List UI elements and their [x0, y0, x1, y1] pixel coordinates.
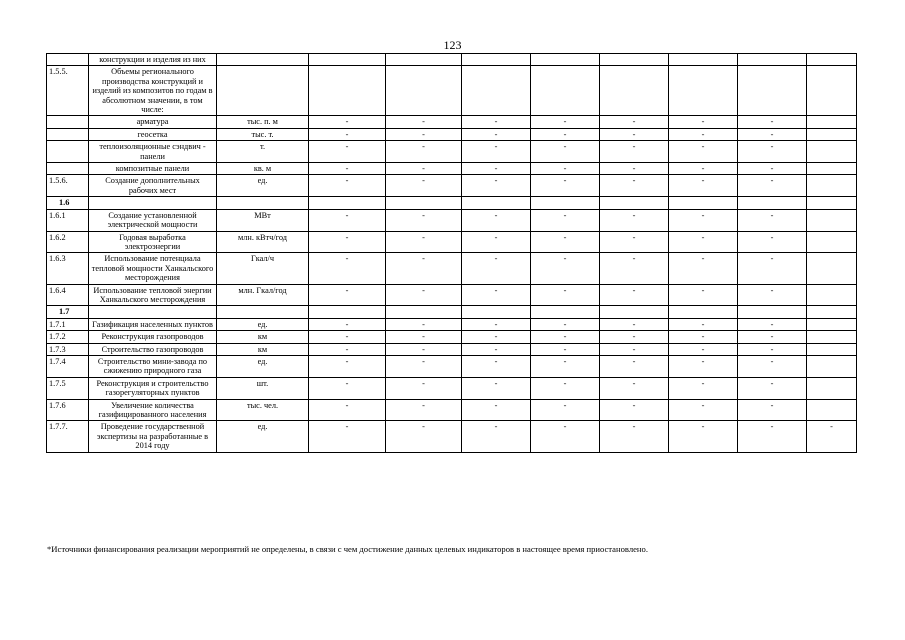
- unit-cell: млн. кВтч/год: [217, 231, 309, 253]
- value-cell: -: [386, 209, 462, 231]
- value-cell: [309, 66, 386, 116]
- empty-cell: [531, 306, 600, 318]
- value-cell: -: [462, 116, 531, 128]
- value-cell: -: [738, 355, 807, 377]
- table-row: [47, 54, 857, 66]
- value-cell: -: [531, 253, 600, 284]
- value-cell: -: [309, 163, 386, 175]
- value-cell: -: [738, 209, 807, 231]
- empty-cell: [807, 306, 857, 318]
- indicator-name: Увеличение количества газифицированного населения: [89, 399, 217, 421]
- empty-cell: [309, 197, 386, 209]
- value-cell: -: [600, 421, 669, 452]
- value-cell: -: [386, 116, 462, 128]
- row-number: 1.7.4: [47, 355, 89, 377]
- value-cell: [738, 54, 807, 66]
- value-cell: -: [531, 209, 600, 231]
- row-number: 1.5.5.: [47, 66, 89, 116]
- indicator-name: Реконструкция газопроводов: [89, 331, 217, 343]
- indicator-name: Строительство газопроводов: [89, 343, 217, 355]
- value-cell: -: [738, 399, 807, 421]
- value-cell: -: [600, 355, 669, 377]
- unit-cell: км: [217, 331, 309, 343]
- extra-cell: [807, 253, 857, 284]
- extra-cell: [807, 209, 857, 231]
- indicator-name: Объемы регионального производства конструкций и изделий из композитов по годам в абсолютном значении, в том числе:: [89, 66, 217, 116]
- row-number: 1.7.1: [47, 318, 89, 330]
- unit-cell: МВт: [217, 209, 309, 231]
- value-cell: -: [462, 343, 531, 355]
- indicator-name: Годовая выработка электроэнергии: [89, 231, 217, 253]
- value-cell: -: [386, 355, 462, 377]
- value-cell: -: [462, 253, 531, 284]
- empty-cell: [600, 197, 669, 209]
- row-number: 1.7.6: [47, 399, 89, 421]
- value-cell: -: [462, 318, 531, 330]
- indicator-name: арматура: [89, 116, 217, 128]
- value-cell: -: [462, 141, 531, 163]
- extra-cell: [807, 399, 857, 421]
- value-cell: -: [462, 128, 531, 140]
- value-cell: -: [531, 318, 600, 330]
- extra-cell: [807, 66, 857, 116]
- indicator-name: Строительство мини-завода по сжижению природного газа: [89, 355, 217, 377]
- value-cell: -: [600, 116, 669, 128]
- value-cell: [600, 66, 669, 116]
- table-row: [47, 163, 857, 175]
- value-cell: -: [531, 175, 600, 197]
- unit-cell: [217, 66, 309, 116]
- extra-cell: [807, 377, 857, 399]
- value-cell: -: [462, 355, 531, 377]
- row-number: [47, 128, 89, 140]
- value-cell: -: [600, 175, 669, 197]
- table-row: [47, 128, 857, 140]
- unit-cell: т.: [217, 141, 309, 163]
- value-cell: [309, 54, 386, 66]
- indicator-name: композитные панели: [89, 163, 217, 175]
- table-row: [47, 421, 857, 452]
- value-cell: -: [462, 421, 531, 452]
- empty-cell: [462, 306, 531, 318]
- value-cell: -: [462, 175, 531, 197]
- value-cell: -: [600, 141, 669, 163]
- value-cell: -: [386, 253, 462, 284]
- value-cell: -: [600, 399, 669, 421]
- value-cell: -: [669, 355, 738, 377]
- unit-cell: ед.: [217, 421, 309, 452]
- indicator-name: геосетка: [89, 128, 217, 140]
- value-cell: -: [531, 331, 600, 343]
- table-row: [47, 318, 857, 330]
- unit-cell: шт.: [217, 377, 309, 399]
- value-cell: -: [462, 231, 531, 253]
- value-cell: -: [386, 318, 462, 330]
- value-cell: [386, 66, 462, 116]
- value-cell: [669, 66, 738, 116]
- value-cell: -: [669, 399, 738, 421]
- value-cell: -: [669, 209, 738, 231]
- unit-cell: Гкал/ч: [217, 253, 309, 284]
- value-cell: -: [738, 253, 807, 284]
- unit-cell: кв. м: [217, 163, 309, 175]
- row-number: 1.6.4: [47, 284, 89, 306]
- table-row: [47, 399, 857, 421]
- indicator-name: Использование тепловой энергии Ханкальского месторождения: [89, 284, 217, 306]
- value-cell: [669, 54, 738, 66]
- value-cell: -: [669, 128, 738, 140]
- empty-cell: [669, 306, 738, 318]
- value-cell: [462, 66, 531, 116]
- table-row: [47, 116, 857, 128]
- table-row: [47, 66, 857, 116]
- value-cell: -: [386, 377, 462, 399]
- value-cell: -: [462, 209, 531, 231]
- unit-cell: км: [217, 343, 309, 355]
- row-number: [47, 141, 89, 163]
- row-number: 1.7.5: [47, 377, 89, 399]
- value-cell: -: [669, 331, 738, 343]
- value-cell: [531, 54, 600, 66]
- extra-cell: [807, 54, 857, 66]
- extra-cell: [807, 128, 857, 140]
- value-cell: -: [669, 253, 738, 284]
- indicator-name: Использование потенциала тепловой мощности Ханкальского месторождения: [89, 253, 217, 284]
- indicator-name: конструкции и изделия из них: [89, 54, 217, 66]
- value-cell: -: [309, 343, 386, 355]
- row-number: 1.7.3: [47, 343, 89, 355]
- row-number: 1.6.2: [47, 231, 89, 253]
- indicator-name: Проведение государственной экспертизы на разработанные в 2014 году: [89, 421, 217, 452]
- value-cell: -: [309, 318, 386, 330]
- extra-cell: [807, 318, 857, 330]
- value-cell: -: [531, 377, 600, 399]
- unit-cell: ед.: [217, 175, 309, 197]
- row-number: [47, 116, 89, 128]
- value-cell: -: [738, 116, 807, 128]
- value-cell: -: [386, 421, 462, 452]
- value-cell: -: [531, 284, 600, 306]
- table-row: [47, 253, 857, 284]
- value-cell: -: [669, 231, 738, 253]
- value-cell: -: [309, 128, 386, 140]
- value-cell: -: [738, 318, 807, 330]
- extra-cell: [807, 231, 857, 253]
- value-cell: -: [600, 209, 669, 231]
- value-cell: -: [738, 343, 807, 355]
- table-row: [47, 141, 857, 163]
- value-cell: -: [531, 141, 600, 163]
- value-cell: -: [462, 163, 531, 175]
- table-row: [47, 377, 857, 399]
- footnote: *Источники финансирования реализации мероприятий не определены, в связи с чем достижение данных целевых индикаторов в настоящее время приостановлено.: [47, 544, 648, 554]
- value-cell: -: [531, 163, 600, 175]
- value-cell: -: [309, 284, 386, 306]
- indicators-table: [46, 53, 857, 453]
- value-cell: -: [738, 175, 807, 197]
- value-cell: -: [309, 175, 386, 197]
- table-row: [47, 284, 857, 306]
- section-number: 1.6: [47, 197, 89, 209]
- value-cell: -: [738, 284, 807, 306]
- indicator-name: Газификация населенных пунктов: [89, 318, 217, 330]
- unit-cell: ед.: [217, 318, 309, 330]
- value-cell: -: [669, 163, 738, 175]
- value-cell: -: [386, 343, 462, 355]
- indicator-name: Реконструкция и строительство газорегуляторных пунктов: [89, 377, 217, 399]
- value-cell: -: [669, 141, 738, 163]
- value-cell: -: [309, 231, 386, 253]
- row-number: 1.6.3: [47, 253, 89, 284]
- table-row: [47, 343, 857, 355]
- value-cell: -: [531, 355, 600, 377]
- value-cell: -: [738, 421, 807, 452]
- value-cell: -: [738, 231, 807, 253]
- row-number: [47, 54, 89, 66]
- value-cell: -: [738, 141, 807, 163]
- unit-cell: млн. Гкал/год: [217, 284, 309, 306]
- empty-cell: [531, 197, 600, 209]
- empty-cell: [600, 306, 669, 318]
- indicator-name: теплоизоляционные сэндвич - панели: [89, 141, 217, 163]
- value-cell: -: [600, 343, 669, 355]
- extra-cell: [807, 284, 857, 306]
- value-cell: -: [600, 231, 669, 253]
- value-cell: -: [669, 116, 738, 128]
- value-cell: [386, 54, 462, 66]
- empty-cell: [89, 197, 217, 209]
- section-row: [47, 197, 857, 209]
- value-cell: -: [531, 343, 600, 355]
- value-cell: -: [600, 284, 669, 306]
- value-cell: -: [600, 163, 669, 175]
- value-cell: [600, 54, 669, 66]
- value-cell: -: [600, 253, 669, 284]
- value-cell: -: [386, 331, 462, 343]
- value-cell: -: [309, 355, 386, 377]
- value-cell: -: [386, 163, 462, 175]
- indicator-name: Создание дополнительных рабочих мест: [89, 175, 217, 197]
- value-cell: -: [738, 331, 807, 343]
- extra-cell: [807, 331, 857, 343]
- value-cell: -: [738, 163, 807, 175]
- value-cell: -: [386, 141, 462, 163]
- value-cell: -: [309, 399, 386, 421]
- value-cell: -: [600, 128, 669, 140]
- indicator-name: Создание установленной электрической мощности: [89, 209, 217, 231]
- value-cell: -: [600, 377, 669, 399]
- value-cell: -: [531, 116, 600, 128]
- value-cell: -: [386, 284, 462, 306]
- value-cell: -: [309, 209, 386, 231]
- value-cell: [462, 54, 531, 66]
- value-cell: -: [462, 399, 531, 421]
- value-cell: -: [669, 377, 738, 399]
- table-row: [47, 355, 857, 377]
- value-cell: -: [309, 331, 386, 343]
- value-cell: -: [309, 141, 386, 163]
- table-row: [47, 209, 857, 231]
- unit-cell: тыс. п. м: [217, 116, 309, 128]
- unit-cell: [217, 54, 309, 66]
- table-row: [47, 231, 857, 253]
- empty-cell: [738, 306, 807, 318]
- table-row: [47, 331, 857, 343]
- section-row: [47, 306, 857, 318]
- value-cell: -: [738, 128, 807, 140]
- unit-cell: ед.: [217, 355, 309, 377]
- extra-cell: -: [807, 421, 857, 452]
- table-body: [47, 54, 857, 453]
- value-cell: -: [669, 343, 738, 355]
- extra-cell: [807, 355, 857, 377]
- empty-cell: [89, 306, 217, 318]
- value-cell: -: [386, 231, 462, 253]
- value-cell: -: [531, 421, 600, 452]
- table-row: [47, 175, 857, 197]
- value-cell: -: [462, 377, 531, 399]
- empty-cell: [462, 197, 531, 209]
- row-number: [47, 163, 89, 175]
- value-cell: -: [462, 284, 531, 306]
- row-number: 1.7.2: [47, 331, 89, 343]
- value-cell: -: [669, 175, 738, 197]
- value-cell: -: [669, 421, 738, 452]
- empty-cell: [309, 306, 386, 318]
- value-cell: -: [600, 318, 669, 330]
- section-number: 1.7: [47, 306, 89, 318]
- value-cell: -: [738, 377, 807, 399]
- value-cell: -: [386, 399, 462, 421]
- value-cell: -: [531, 399, 600, 421]
- value-cell: -: [462, 331, 531, 343]
- value-cell: -: [386, 128, 462, 140]
- value-cell: -: [669, 284, 738, 306]
- empty-cell: [669, 197, 738, 209]
- empty-cell: [738, 197, 807, 209]
- empty-cell: [217, 197, 309, 209]
- empty-cell: [807, 197, 857, 209]
- value-cell: [738, 66, 807, 116]
- value-cell: -: [600, 331, 669, 343]
- extra-cell: [807, 141, 857, 163]
- value-cell: [531, 66, 600, 116]
- value-cell: -: [309, 253, 386, 284]
- empty-cell: [217, 306, 309, 318]
- value-cell: -: [309, 421, 386, 452]
- unit-cell: тыс. т.: [217, 128, 309, 140]
- row-number: 1.7.7.: [47, 421, 89, 452]
- value-cell: -: [309, 377, 386, 399]
- empty-cell: [386, 197, 462, 209]
- value-cell: -: [531, 128, 600, 140]
- row-number: 1.6.1: [47, 209, 89, 231]
- value-cell: -: [309, 116, 386, 128]
- empty-cell: [386, 306, 462, 318]
- extra-cell: [807, 163, 857, 175]
- page-number: 123: [443, 38, 462, 52]
- value-cell: -: [386, 175, 462, 197]
- row-number: 1.5.6.: [47, 175, 89, 197]
- unit-cell: тыс. чел.: [217, 399, 309, 421]
- extra-cell: [807, 343, 857, 355]
- value-cell: -: [669, 318, 738, 330]
- extra-cell: [807, 116, 857, 128]
- value-cell: -: [531, 231, 600, 253]
- extra-cell: [807, 175, 857, 197]
